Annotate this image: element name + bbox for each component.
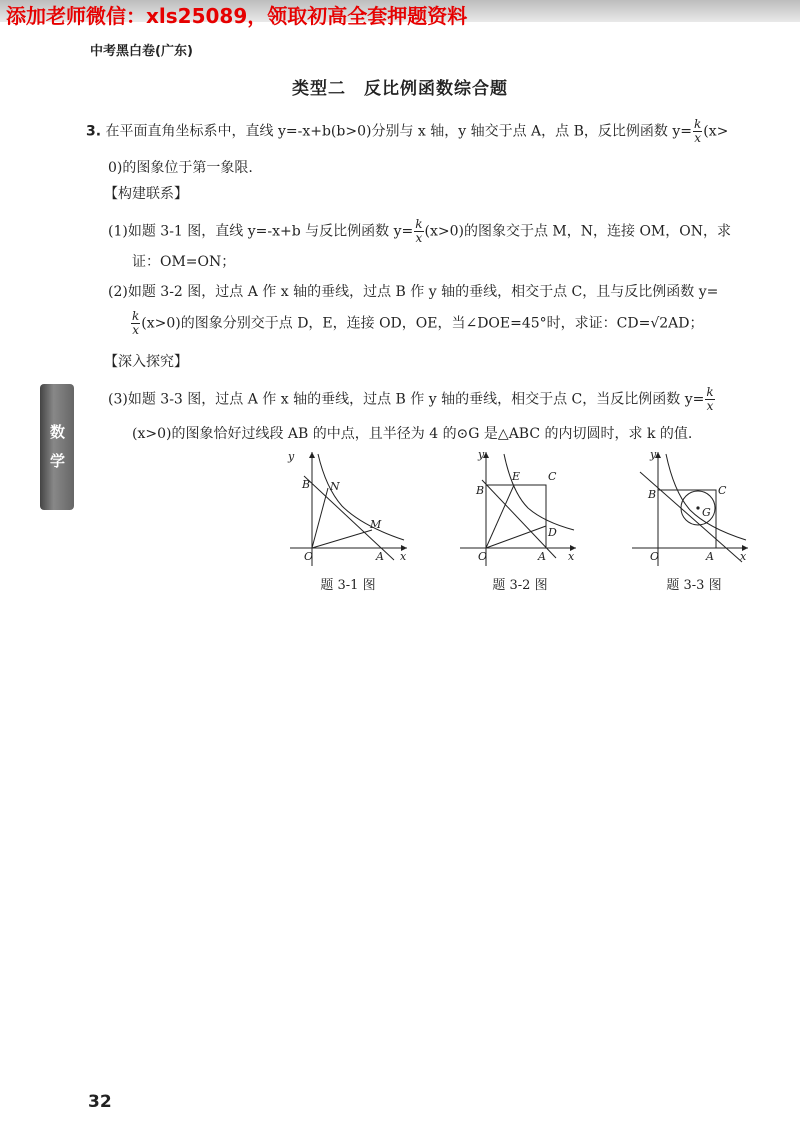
caption-3-1: 题 3-1 图 xyxy=(320,578,376,593)
page-header: 中考黑白卷(广东) xyxy=(90,44,193,59)
part3-line2: (x>0)的图象恰好过线段 AB 的中点，且半径为 4 的⊙G 是△ABC 的内切圆时，求 k 的值. xyxy=(132,426,693,442)
label-x: x xyxy=(740,550,747,563)
figure-3-1 xyxy=(282,448,412,568)
section-deep-explore: 【深入探究】 xyxy=(104,354,188,370)
label-o: O xyxy=(650,550,660,563)
label-a: A xyxy=(376,550,384,563)
label-b: B xyxy=(648,488,657,501)
section-build-relation: 【构建联系】 xyxy=(104,186,188,202)
fraction-k-over-x: $\frac{k}{x}$ xyxy=(706,385,714,413)
label-g: G xyxy=(702,506,711,519)
label-m: M xyxy=(370,518,382,531)
problem-number: 3. xyxy=(86,123,102,140)
label-c: C xyxy=(548,470,557,483)
fraction-k-over-x: $\frac{k}{x}$ xyxy=(132,309,140,337)
label-e: E xyxy=(512,470,521,483)
hyperbola xyxy=(504,454,574,530)
label-c: C xyxy=(718,484,727,497)
problem-intro-line2: 0)的图象位于第一象限. xyxy=(108,160,253,176)
center-g xyxy=(696,506,699,509)
problem-intro-line1 xyxy=(86,118,728,145)
page-number: 32 xyxy=(88,1092,112,1112)
caption-3-3: 题 3-3 图 xyxy=(666,578,722,593)
part1-line2: 证：OM=ON； xyxy=(132,254,236,270)
part1-text-b: (x>0)的图象交于点 M，N，连接 OM，ON，求 xyxy=(424,223,731,240)
watermark-text: 添加老师微信：xls25089，领取初高全套押题资料 xyxy=(6,4,468,28)
figure-3-2 xyxy=(456,448,582,568)
label-y: y xyxy=(288,450,295,463)
figure-3-3 xyxy=(628,448,754,568)
y-axis-arrow xyxy=(309,452,315,458)
problem-intro-text-a: 在平面直角坐标系中，直线 y=-x+b(b>0)分别与 x 轴，y 轴交于点 A，点 B，反比例函数 y= xyxy=(105,123,692,140)
hyperbola xyxy=(666,454,746,540)
segment-om xyxy=(312,530,372,548)
label-y: y xyxy=(650,448,657,461)
part2-text-b: (x>0)的图象分别交于点 D，E，连接 OD，OE，当∠DOE=45°时，求证：CD=√2AD； xyxy=(141,315,704,332)
problem-intro-text-b: (x> xyxy=(703,123,729,140)
part2-line2 xyxy=(130,310,704,337)
label-o: O xyxy=(304,550,314,563)
label-a: A xyxy=(706,550,714,563)
hyperbola xyxy=(318,454,404,540)
fraction-k-over-x: $\frac{k}{x}$ xyxy=(415,217,423,245)
part3-line1 xyxy=(108,386,716,413)
fraction-k-over-x: $\frac{k}{x}$ xyxy=(694,117,702,145)
label-b: B xyxy=(476,484,485,497)
part2-line1: (2)如题 3-2 图，过点 A 作 x 轴的垂线，过点 B 作 y 轴的垂线，相交于点 C，且与反比例函数 y= xyxy=(108,284,719,300)
label-o: O xyxy=(478,550,488,563)
subject-side-tab-label: 数学 xyxy=(48,424,66,482)
segment-oe xyxy=(486,485,514,548)
section-title: 类型二 反比例函数综合题 xyxy=(292,79,508,99)
part1-text-a: (1)如题 3-1 图，直线 y=-x+b 与反比例函数 y= xyxy=(108,223,414,240)
segment-on xyxy=(312,488,328,548)
label-d: D xyxy=(548,526,557,539)
label-x: x xyxy=(400,550,407,563)
label-n: N xyxy=(330,480,340,493)
label-a: A xyxy=(538,550,546,563)
label-x: x xyxy=(568,550,575,563)
part1-line1 xyxy=(108,218,731,245)
segment-od xyxy=(486,526,546,548)
label-b: B xyxy=(302,478,311,491)
label-y: y xyxy=(478,448,485,461)
part3-text-a: (3)如题 3-3 图，过点 A 作 x 轴的垂线，过点 B 作 y 轴的垂线，相交于点 C，当反比例函数 y= xyxy=(108,391,705,408)
caption-3-2: 题 3-2 图 xyxy=(492,578,548,593)
rectangle-oacb xyxy=(658,490,716,548)
